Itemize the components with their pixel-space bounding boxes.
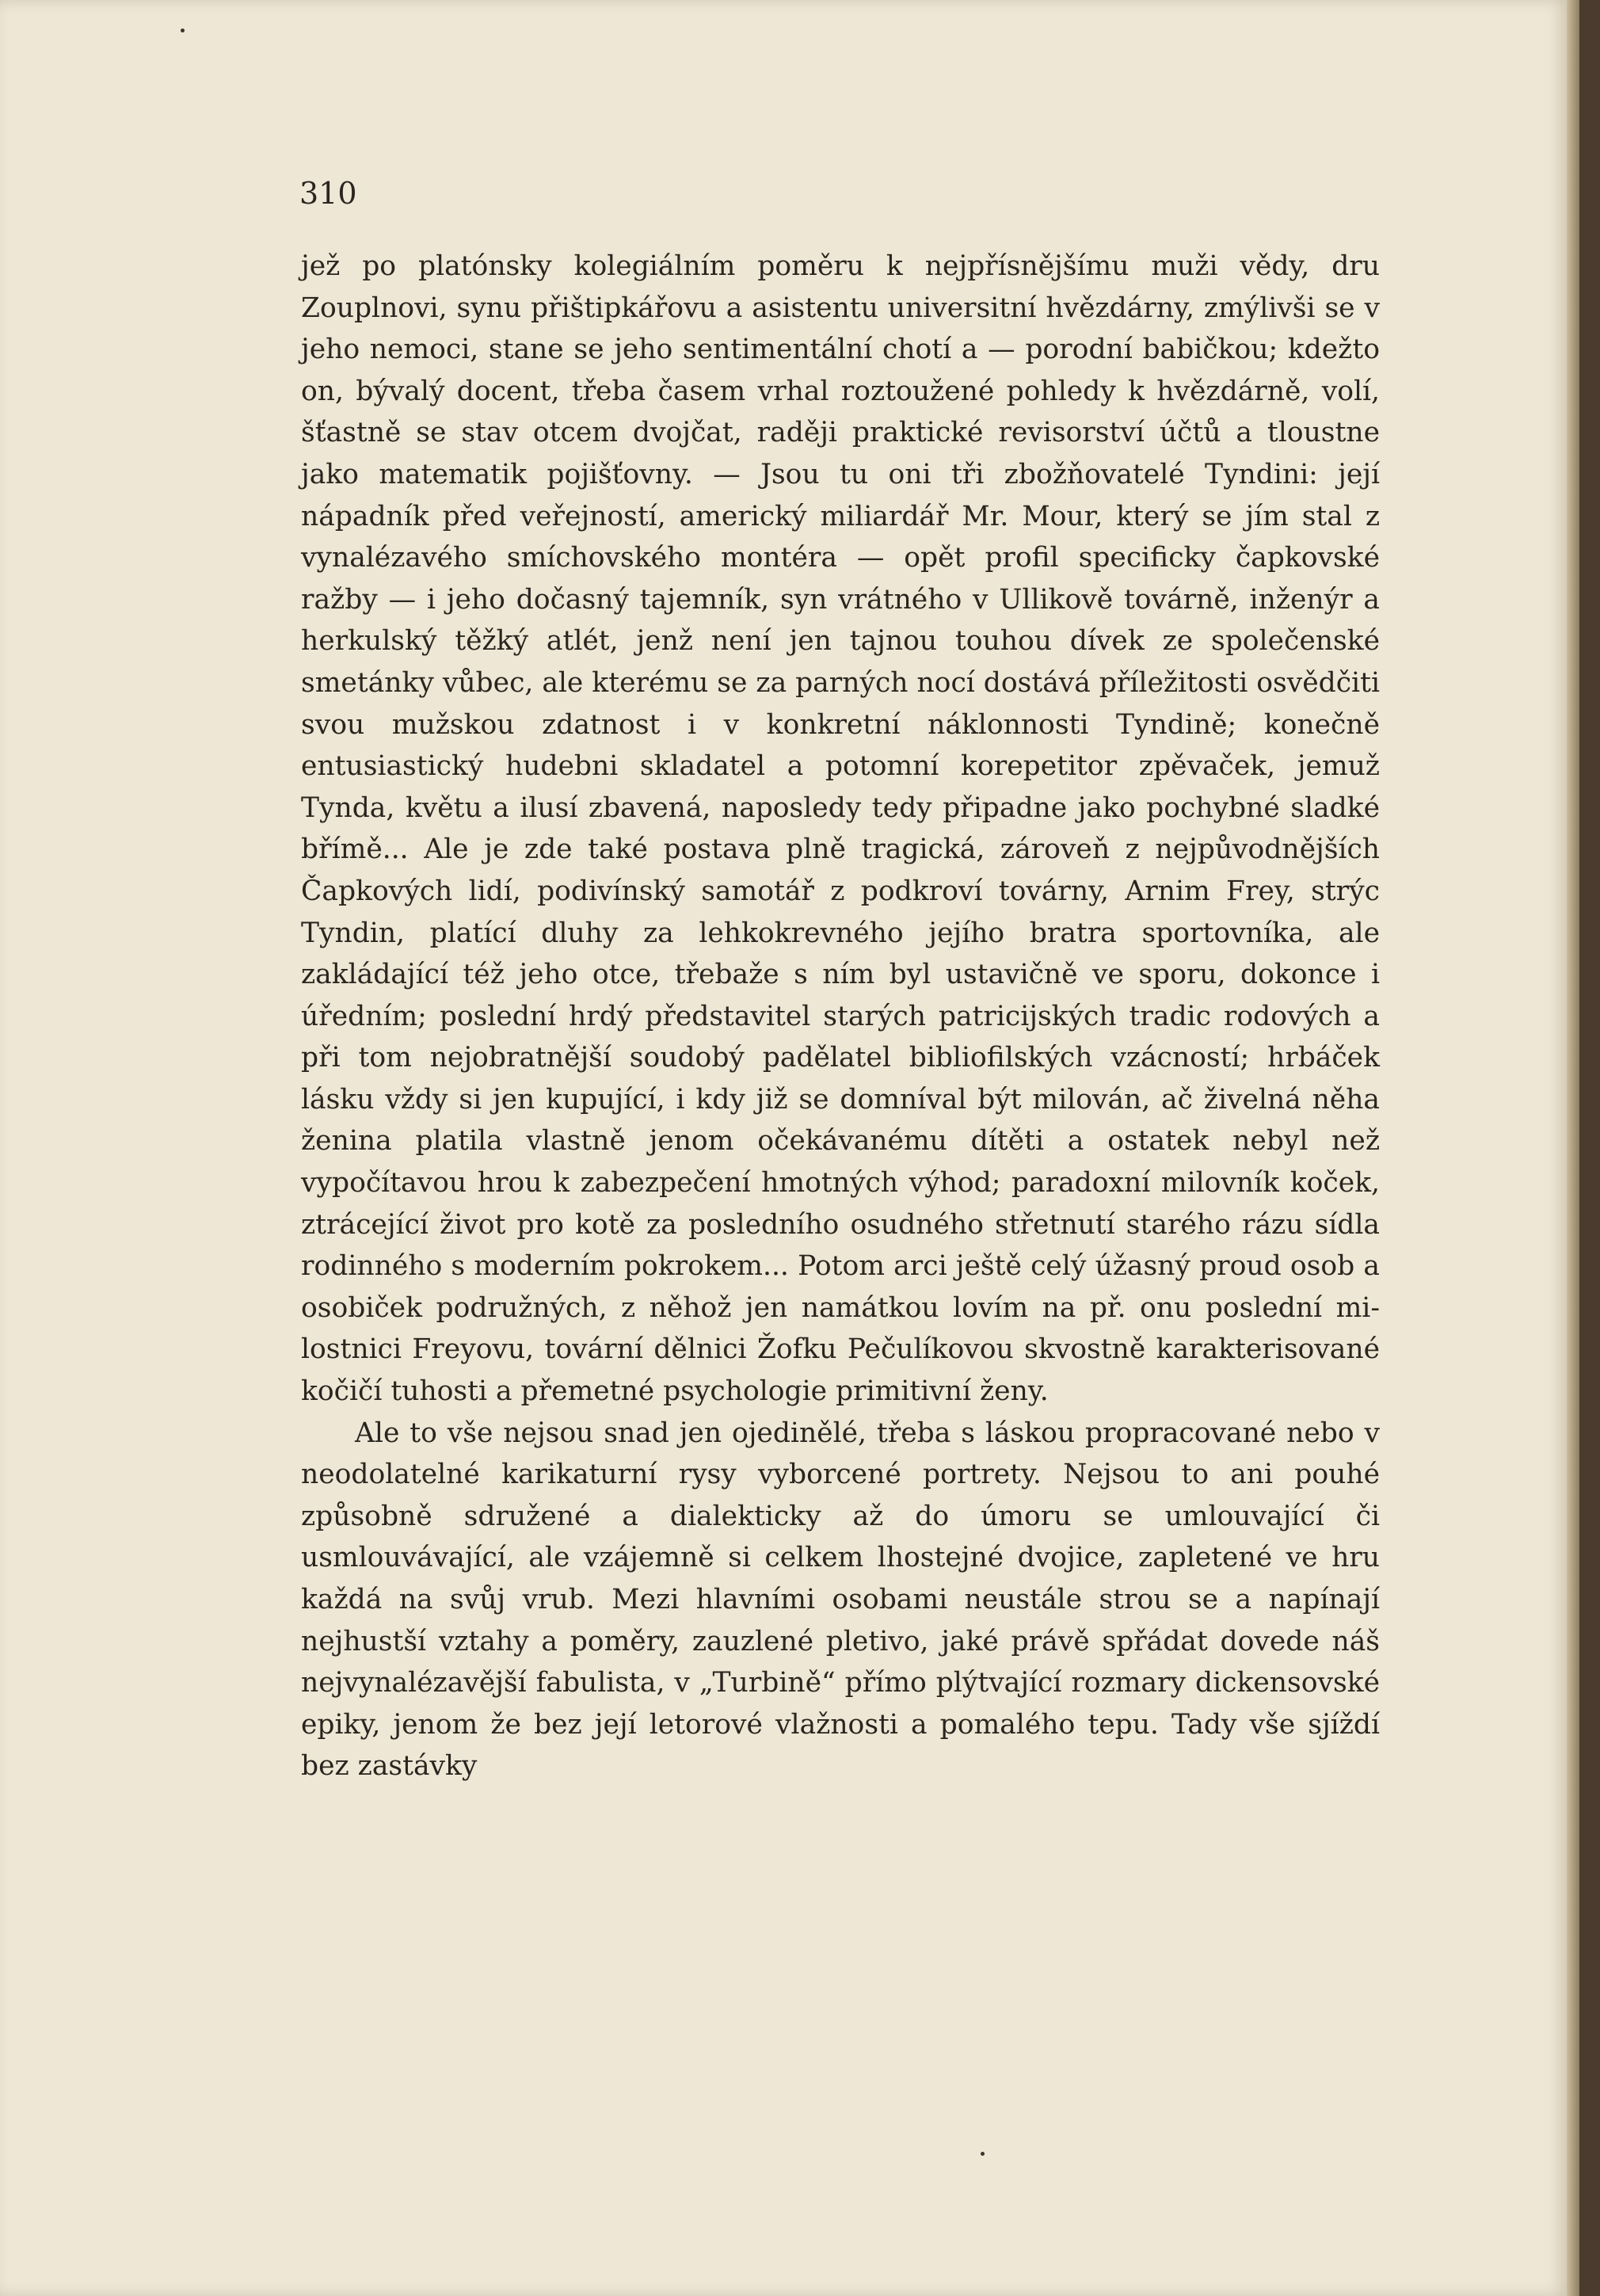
body-text xyxy=(301,246,1380,1787)
page-edge xyxy=(1567,0,1579,2296)
paper-speck xyxy=(981,2152,985,2156)
paper-speck xyxy=(181,29,185,32)
paragraph-1: jež po platónsky kolegiálním poměru k nejpřísnějšímu muži vědy, dru Zouplnovi, synu přištipkářovu a asistentu universitní hvězdárny, zmýlivši se v jeho nemoci, stane se jeho sentimentální chotí a — porodní babičkou; kdežto on, bývalý docent, třeba časem vrhal roztoužené pohledy k hvězdárně, volí, šťastně se stav otcem dvojčat, raději praktické revisorství účtů a tloustne jako matematik pojišťovny. — Jsou tu oni tři zbožňovatelé Tyndini: její nápadník před veřejností, americký miliardář Mr. Mour, který se jím stal z vynalézavého smíchovského montéra — opět profil specificky čapkovské ražby — i jeho dočasný tajemník, syn vrátného v Ullikově továrně, inženýr a herkulský těžký atlét, jenž není jen tajnou touhou dívek ze společenské smetánky vůbec, ale kterému se za parných nocí dostává příležitosti osvědčiti svou mužskou zdatnost i v konkretní náklonnosti Tyndině; konečně entusiastický hudebni skladatel a potomní korepetitor zpěvaček, jemuž Tynda, květu a ilusí zbavená, naposledy tedy připadne jako pochybné sladké břímě... Ale je zde také postava plně tragická, zároveň z nejpůvodnějších Čapkových lidí, podivínský samotář z podkroví továrny, Arnim Frey, strýc Tyndin, platící dluhy za lehkokrevného jejího bratra sportovníka, ale zakládající též jeho otce, třebaže s ním byl ustavičně ve sporu, dokonce i úředním; poslední hrdý představitel starých patricijských tradic rodových a při tom nejobratnější soudobý padělatel bibliofilských vzácností; hrbáček lásku vždy si jen kupující, i kdy již se domníval být milován, ač živelná něha ženina platila vlastně jenom očekávanému dítěti a ostatek nebyl než vypočítavou hrou k zabezpečení hmotných výhod; paradoxní milovník koček, ztrácející život pro kotě za posledního osudného střetnutí starého rázu sídla rodinného s moderním pokrokem... Potom arci ještě celý úžasný proud osob a osobiček podružných, z něhož jen namátkou lovím na př. onu poslední milostnici Freyovu, tovární dělnici Žofku Pečulíkovou skvostně karakterisované kočičí tuhosti a přemetné psychologie primitivní ženy. xyxy=(301,250,1380,1408)
book-binding-edge xyxy=(1579,0,1600,2296)
page-number: 310 xyxy=(299,176,357,211)
paragraph-2: Ale to vše nejsou snad jen ojedinělé, třeba s láskou propracované nebo v neodolatelné karikaturní rysy vyborcené portrety. Nejsou to ani pouhé způsobně sdružené a dialekticky až do úmoru se umlouvající či usmlouvávající, ale vzájemně si celkem lhostejné dvojice, zapletené ve hru každá na svůj vrub. Mezi hlavními osobami neustále strou se a napínají nejhustší vztahy a poměry, zauzlené pletivo, jaké právě spřádat dovede náš nejvynalézavější fabulista, v „Turbině“ přímo plýtvající rozmary dickensovské epiky, jenom že bez její letorové vlažnosti a pomalého tepu. Tady vše sjíždí bez zastávky xyxy=(301,1417,1380,1783)
